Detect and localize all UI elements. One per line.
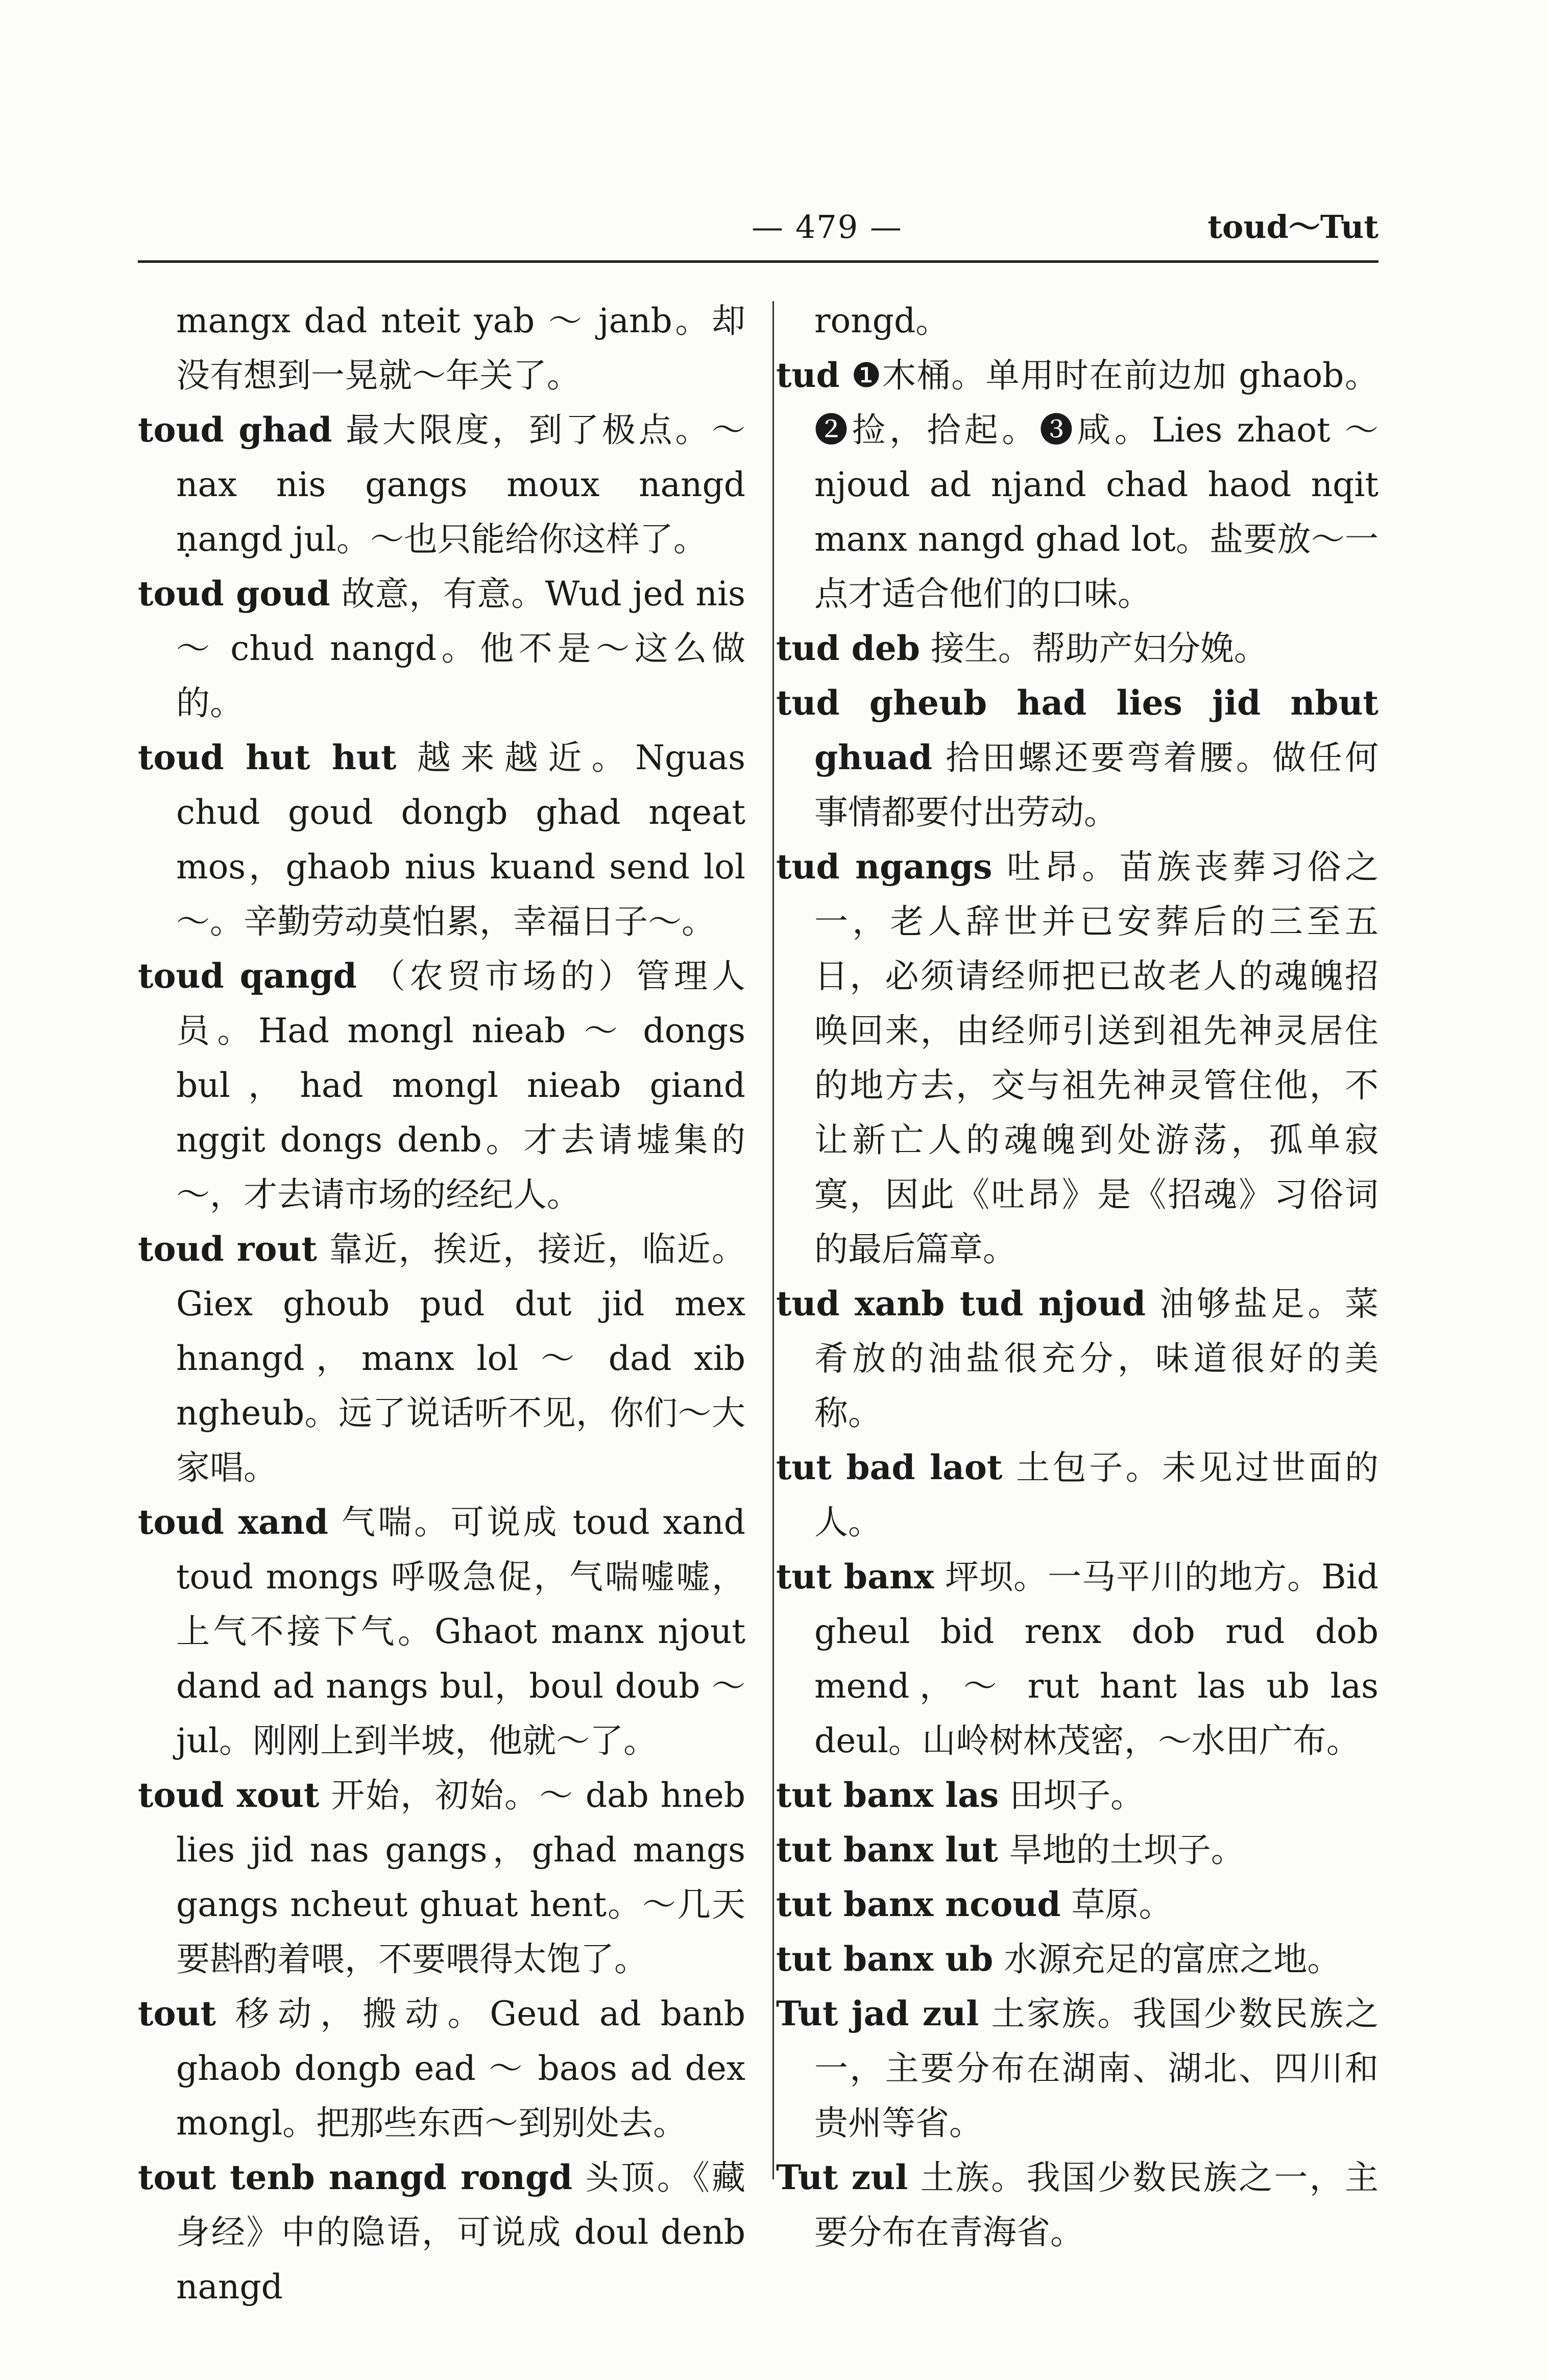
dictionary-entry xyxy=(138,1495,745,1768)
dictionary-entry xyxy=(776,1877,1378,1932)
entry-definition: mangx dad nteit yab ～ janb。却没有想到一晃就～年关了。 xyxy=(176,301,745,395)
entry-definition: 吐昂。苗族丧葬习俗之一，老人辞世并已安葬后的三至五日，必须请经师把已故老人的魂魄招唤回来，由经师引送到祖先神灵居住的地方去，交与祖先神灵管住他，不让新亡人的魂魄到处游荡，孤单寂寞，因此《吐昂》是《招魂》习俗词的最后篇章。 xyxy=(814,847,1378,1269)
right-column xyxy=(776,293,1378,2260)
entry-definition: 油够盐足。菜肴放的油盐很充分，味道很好的美称。 xyxy=(814,1284,1379,1433)
dictionary-entry xyxy=(776,348,1378,621)
entry-definition: 土家族。我国少数民族之一，主要分布在湖南、湖北、四川和贵州等省。 xyxy=(814,1994,1379,2143)
entry-headword: tout tenb nangd rongd xyxy=(138,2157,573,2197)
entry-definition: ❶木桶。单用时在前边加 ghaob。❷捡，拾起。❸咸。Lies zhaot ～ njoud ad njand chad haod nqit manx nangd ghad lot。盐要放～一点才适合他们的口味。 xyxy=(814,356,1378,614)
entry-headword: tut banx ub xyxy=(776,1939,994,1979)
dictionary-entry xyxy=(776,621,1378,676)
entry-headword: tut banx las xyxy=(776,1775,999,1815)
entry-headword: tud xyxy=(776,355,840,395)
entry-headword: tut banx xyxy=(776,1557,934,1597)
entry-headword: tud deb xyxy=(776,628,920,668)
entry-definition: 接生。帮助产妇分娩。 xyxy=(930,629,1268,668)
dictionary-entry xyxy=(776,1440,1378,1550)
dictionary-entry xyxy=(776,1932,1378,1986)
dictionary-entry xyxy=(776,2150,1378,2260)
entry-definition: 靠近，挨近，接近，临近。Giex ghoub pud dut jid mex hnangd，manx lol ～ dad xib ngheub。远了说话听不见，你们～大家唱。 xyxy=(176,1230,746,1487)
entry-headword: toud ghad xyxy=(138,410,332,450)
dictionary-entry xyxy=(138,1222,745,1495)
entry-definition: 土族。我国少数民族之一，主要分布在青海省。 xyxy=(814,2158,1378,2252)
entry-headword: toud goud xyxy=(138,574,330,614)
dictionary-entry xyxy=(776,840,1378,1277)
entry-headword: toud hut hut xyxy=(138,738,397,777)
entry-definition: 水源充足的富庶之地。 xyxy=(1004,1940,1341,1979)
entry-headword: tut banx lut xyxy=(776,1830,998,1870)
entry-headword: tut bad laot xyxy=(776,1447,1003,1487)
entry-headword: tout xyxy=(138,1994,216,2033)
dictionary-entry xyxy=(776,1550,1378,1768)
dictionary-entry xyxy=(776,1986,1378,2150)
entry-definition: 草原。 xyxy=(1071,1885,1173,1924)
dictionary-entry xyxy=(138,1768,745,1986)
entry-headword: toud xout xyxy=(138,1775,320,1815)
running-head: toud～Tut xyxy=(1207,208,1378,246)
entry-definition: 田坝子。 xyxy=(1009,1776,1145,1815)
entry-headword: toud qangd xyxy=(138,956,357,996)
entry-headword: toud rout xyxy=(138,1229,318,1269)
dictionary-entry xyxy=(138,2150,745,2314)
dictionary-entry xyxy=(776,676,1378,840)
dictionary-entry xyxy=(776,293,1378,348)
entry-definition: 拾田螺还要弯着腰。做任何事情都要付出劳动。 xyxy=(814,738,1378,832)
dictionary-entry xyxy=(138,403,745,567)
dictionary-entry xyxy=(776,1768,1378,1823)
dictionary-entry xyxy=(138,1986,745,2150)
entry-headword: Tut zul xyxy=(776,2157,908,2197)
entry-headword: Tut jad zul xyxy=(776,1994,979,2033)
entry-definition: 旱地的土坝子。 xyxy=(1008,1830,1245,1870)
entry-definition: （农贸市场的）管理人员。Had mongl nieab ～ dongs bul，had mongl nieab giand nggit dongs denb。才去请墟集的～，才去请市场的经纪人。 xyxy=(176,956,745,1214)
entry-definition: 最大限度，到了极点。～ nax nis gangs moux nangd ṇangd jul。～也只能给你这样了。 xyxy=(176,410,746,559)
page-number: — 479 — xyxy=(752,208,903,246)
entry-definition: rongd。 xyxy=(814,301,950,340)
entry-headword: tut banx ncoud xyxy=(776,1884,1061,1924)
entry-headword: tud xanb tud njoud xyxy=(776,1284,1146,1323)
dictionary-entry xyxy=(138,567,745,730)
left-column xyxy=(138,293,745,2314)
dictionary-entry xyxy=(776,1823,1378,1877)
entry-headword: tud gheub had lies jid nbut ghuad xyxy=(776,683,1378,777)
dictionary-entry xyxy=(138,293,745,403)
column-divider xyxy=(772,301,774,2179)
entry-definition: 气喘。可说成 toud xand toud mongs 呼吸急促，气喘嘘嘘，上气不接下气。Ghaot manx njout dand ad nangs bul，boul doub ～ jul。刚刚上到半坡，他就～了。 xyxy=(176,1503,745,1760)
dictionary-entry xyxy=(776,1277,1378,1440)
entry-definition: 头顶。《藏身经》中的隐语，可说成 doul denb nangd xyxy=(176,2158,745,2307)
entry-definition: 土包子。未见过世面的人。 xyxy=(814,1448,1378,1542)
page-header xyxy=(138,202,1378,258)
entry-headword: tud ngangs xyxy=(776,847,993,887)
dictionary-entry xyxy=(138,949,745,1222)
entry-definition: 移动，搬动。Geud ad banb ghaob dongb ead ～ baos ad dex mongl。把那些东西～到别处去。 xyxy=(176,1994,745,2143)
dictionary-entry xyxy=(138,730,745,949)
entry-definition: 故意，有意。Wud jed nis ～ chud nangd。他不是～这么做的。 xyxy=(176,574,745,723)
entry-definition: 越来越近。Nguas chud goud dongb ghad nqeat mos，ghaob nius kuand send lol ～。辛勤劳动莫怕累，幸福日子～。 xyxy=(176,738,745,941)
entry-headword: toud xand xyxy=(138,1502,328,1542)
header-rule xyxy=(138,260,1378,263)
entry-definition: 坪坝。一马平川的地方。Bid gheul bid renx dob rud dob mend，～ rut hant las ub las deul。山岭树林茂密，～水田广布。 xyxy=(814,1557,1379,1760)
entry-definition: 开始，初始。～ dab hneb lies jid nas gangs，ghad mangs gangs ncheut ghuat hent。～几天要斟酌着喂，不要喂得太饱了。 xyxy=(176,1776,746,1979)
